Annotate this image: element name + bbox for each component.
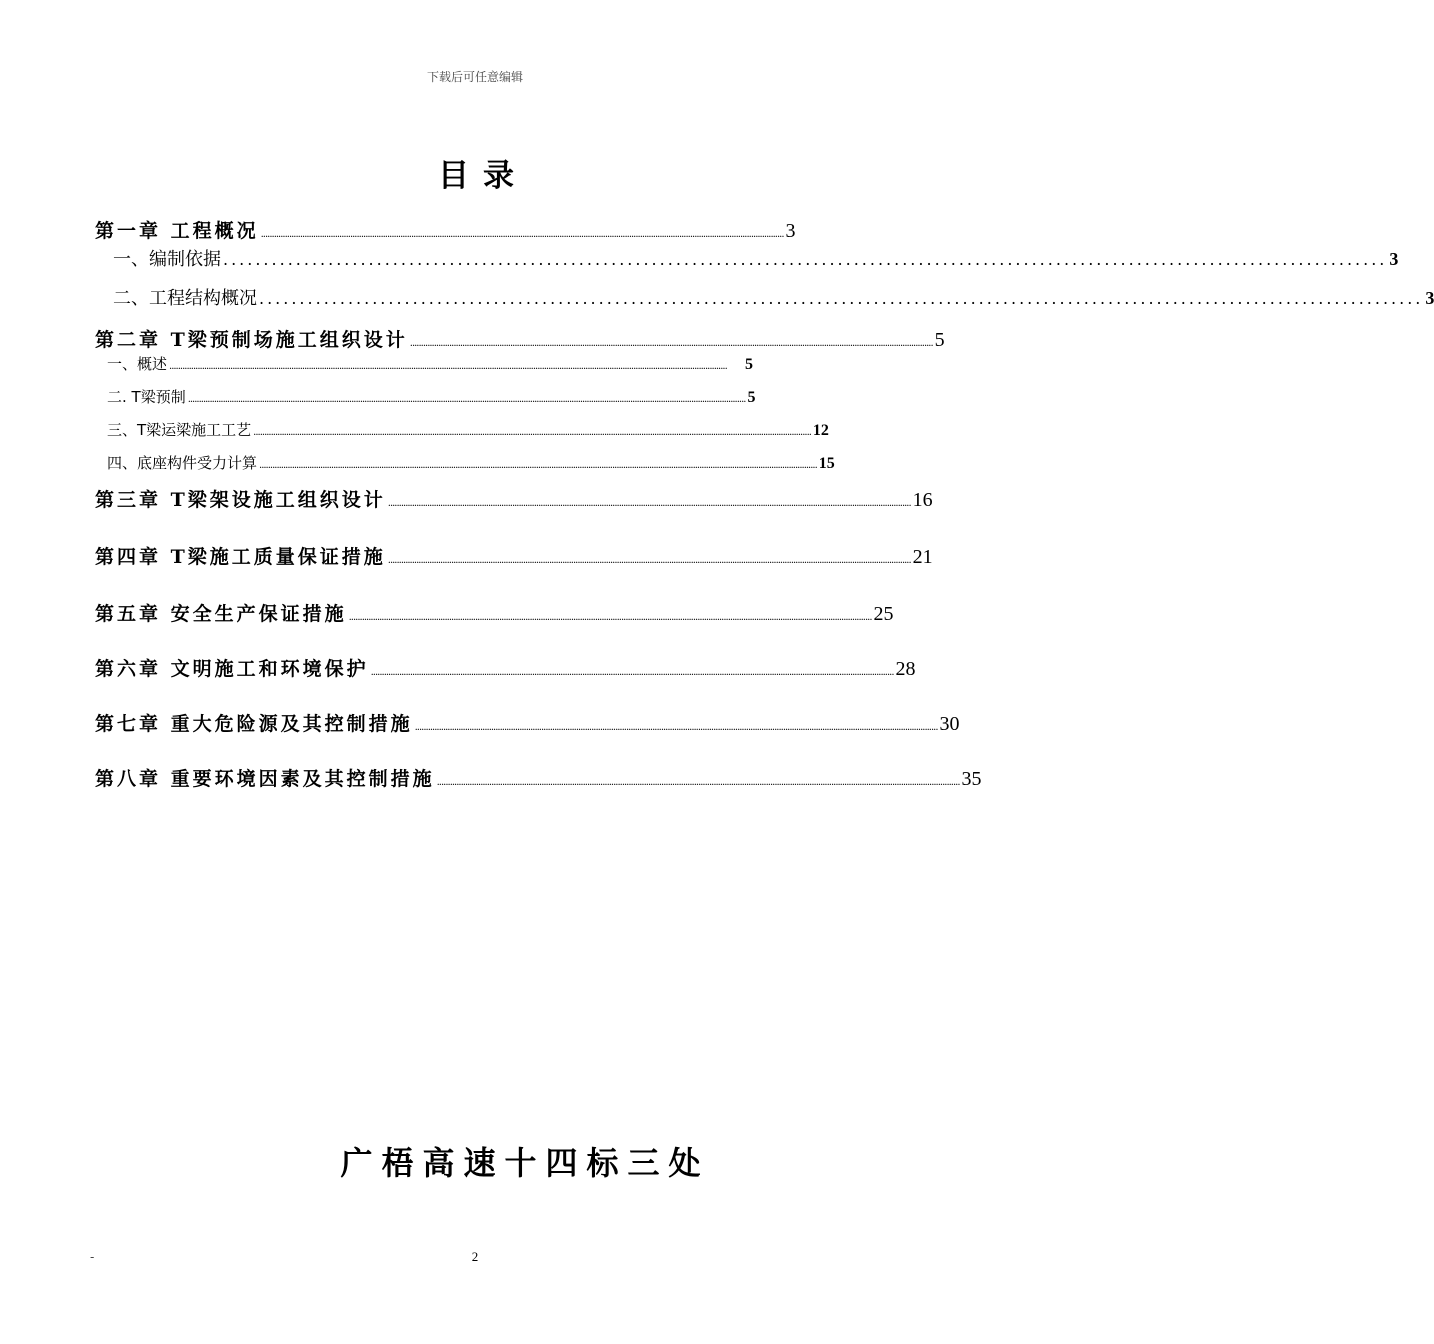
toc-entry-chapter-7[interactable] [95,709,960,736]
dot-leader: ................................................................................................................................................................................................................................................ [409,338,933,349]
footer-dash: - [90,1250,95,1264]
toc-entry-chapter-8[interactable] [95,764,982,791]
toc-entry-page: 16 [912,489,933,511]
toc-entry-label: 四、底座构件受力计算 [107,454,258,472]
toc-entry-chapter-3[interactable] [95,485,933,512]
dot-leader: ................................................................................................................................................................................................................................................ [260,229,784,240]
toc-entry-page: 5 [745,356,753,373]
dot-leader: ................................................................................................................................................................................................................................................................ [259,460,817,471]
toc-entry-label: 一、编制依据 [113,249,221,270]
toc-entry-page: 5 [747,389,756,406]
toc-entry-page: 3 [1425,288,1434,308]
toc-entry-section-1-2[interactable] [95,284,1434,310]
toc-entry-section-1-1[interactable] [95,245,1399,271]
toc-entry-page: 15 [818,455,835,472]
toc-entry-label: 三、T梁运梁施工工艺 [107,421,252,439]
toc-entry-chapter-6[interactable] [95,654,916,681]
toc-entry-section-2-2[interactable] [95,386,756,407]
page-number: 2 [471,1249,479,1264]
dot-leader: ................................................................................................................................................................................................................................................................ [253,427,811,438]
toc-entry-chapter-1[interactable] [95,216,796,243]
toc-entry-page: 3 [1389,249,1399,269]
toc-entry-section-2-3[interactable] [95,419,829,440]
dot-leader: ................................................................................................................................................ [259,289,1424,308]
toc-entry-page: 30 [939,713,960,735]
dot-leader: ................................................................................................................................................................................................................................................ [436,777,960,788]
organization-name: 广梧高速十四标三处 [340,1144,710,1182]
toc-entry-section-2-4[interactable] [95,452,835,473]
page-header: 下载后可任意编辑 [426,70,523,84]
toc-entry-label: 第五章 安全生产保证措施 [95,603,347,625]
toc-entry-label: 第四章 T梁施工质量保证措施 [95,546,386,568]
toc-entry-label: 第六章 文明施工和环境保护 [95,658,369,680]
toc-entry-page: 28 [895,658,916,680]
toc-entry-page: 21 [912,546,933,568]
dot-leader: ................................................................................................................................................................................................................................................ [387,498,911,509]
toc-entry-chapter-2[interactable] [95,325,945,352]
toc-entry-page: 12 [812,422,829,439]
toc-entry-page: 5 [934,329,945,351]
dot-leader: ................................................................................................................................................ [223,250,1388,269]
toc-entry-section-2-1[interactable] [95,353,753,374]
toc-entry-label: 第三章 T梁架设施工组织设计 [95,489,386,511]
toc-entry-label: 二. T梁预制 [107,388,186,406]
toc-title: 目录 [438,158,528,194]
toc-entry-page: 25 [873,603,894,625]
dot-leader: ................................................................................................................................................................................................................................................................ [169,361,727,372]
toc-entry-label: 第二章 T梁预制场施工组织设计 [95,329,408,351]
toc-entry-chapter-4[interactable] [95,542,933,569]
dot-leader: ................................................................................................................................................................................................................................................ [348,612,872,623]
dot-leader: ................................................................................................................................................................................................................................................ [370,667,894,678]
toc-entry-label: 二、工程结构概况 [113,288,257,309]
toc-entry-label: 第七章 重大危险源及其控制措施 [95,713,413,735]
toc-entry-page: 35 [961,768,982,790]
toc-entry-chapter-5[interactable] [95,599,894,626]
dot-leader: ................................................................................................................................................................................................................................................................ [187,394,746,405]
toc-entry-label: 第一章 工程概况 [95,220,259,242]
toc-entry-label: 第八章 重要环境因素及其控制措施 [95,768,435,790]
toc-entry-label: 一、概述 [107,355,168,373]
dot-leader: ................................................................................................................................................................................................................................................ [414,722,938,733]
toc-entry-page: 3 [785,220,796,242]
dot-leader: ................................................................................................................................................................................................................................................ [387,555,911,566]
